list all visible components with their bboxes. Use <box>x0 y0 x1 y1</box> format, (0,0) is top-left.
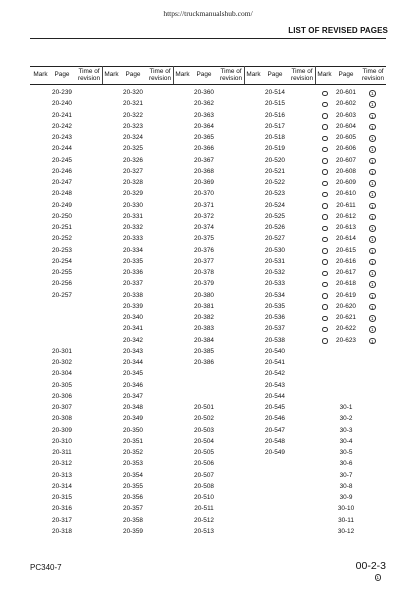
page-number: 20-360 <box>194 89 214 96</box>
page-number: 20-346 <box>123 381 143 389</box>
page-number: 20-323 <box>123 122 143 130</box>
page-number: 20-305 <box>52 381 72 389</box>
page-number: 20-525 <box>265 212 285 220</box>
page-number: 20-328 <box>123 179 143 186</box>
page-number: 20-369 <box>194 179 214 186</box>
column-group-divider <box>173 66 174 84</box>
page-number: 20-384 <box>194 336 214 344</box>
page-number: 20-603 <box>336 111 356 119</box>
page-number: 20-245 <box>52 156 72 164</box>
page-number: 20-324 <box>123 134 143 141</box>
page-number: 20-507 <box>194 471 214 479</box>
revision-number-badge: 1 <box>370 158 374 164</box>
page-number: 30-9 <box>339 494 353 501</box>
page-number: 20-309 <box>52 426 72 434</box>
revision-mark-icon <box>322 192 328 198</box>
page-number: 20-345 <box>123 370 143 378</box>
page-number: 20-518 <box>265 134 285 141</box>
revision-mark-icon <box>322 237 328 243</box>
page-number: 20-317 <box>52 516 72 524</box>
revision-number-badge: 1 <box>370 293 374 299</box>
column-header-page: Page <box>125 71 141 78</box>
revision-number-badge: 1 <box>370 124 374 130</box>
page-number: 20-339 <box>123 302 143 310</box>
page-number: 20-519 <box>265 145 285 153</box>
page-number: 20-350 <box>123 426 143 434</box>
page-number: 20-382 <box>194 314 214 321</box>
page-number: 20-610 <box>336 190 356 198</box>
page-number: 20-347 <box>123 392 143 400</box>
revision-mark-icon <box>322 282 328 288</box>
revision-mark-icon <box>322 327 328 333</box>
revision-number-badge: 1 <box>370 113 374 119</box>
page-number: 20-544 <box>265 392 285 400</box>
page-number: 20-252 <box>52 235 72 243</box>
revision-mark-icon <box>322 181 328 187</box>
page-number: 20-338 <box>123 291 143 299</box>
revision-mark-icon <box>322 226 328 232</box>
page-number: 20-255 <box>52 269 72 276</box>
page-number: 20-327 <box>123 167 143 175</box>
page-number: 20-547 <box>265 426 285 434</box>
page-number: 20-248 <box>52 190 72 198</box>
page-number: 20-332 <box>123 224 143 231</box>
page-number: 30-10 <box>337 505 355 513</box>
page-number: 20-543 <box>265 381 285 389</box>
revision-number-badge: 1 <box>370 181 374 186</box>
revision-number-badge: 1 <box>370 91 374 96</box>
page-number: 20-622 <box>336 325 356 333</box>
page-number: 20-371 <box>194 201 214 209</box>
page-number: 20-312 <box>52 460 72 468</box>
page-number: 20-618 <box>336 280 356 288</box>
page-number: 20-352 <box>123 449 143 456</box>
page-number: 20-251 <box>52 224 72 231</box>
revision-number-badge: 1 <box>370 102 374 108</box>
page-number: 20-606 <box>336 145 356 153</box>
page-number: 20-383 <box>194 325 214 333</box>
column-header-time-of-revision: Time of revision <box>148 68 172 82</box>
column-header-page: Page <box>338 71 354 78</box>
column-header-time-of-revision: Time of revision <box>219 68 243 82</box>
page-number: 20-609 <box>336 179 356 186</box>
page-number: 20-366 <box>194 145 214 153</box>
page-number: 20-325 <box>123 145 143 153</box>
revision-mark-icon <box>322 102 328 108</box>
section-title: LIST OF REVISED PAGES <box>288 26 388 35</box>
column-header-mark: Mark <box>175 71 190 78</box>
page-number: 20-542 <box>265 370 285 378</box>
page-number: 20-249 <box>52 201 72 209</box>
page-number: 20-377 <box>194 257 214 265</box>
page-number: 20-615 <box>336 246 356 254</box>
page-number: 20-330 <box>123 201 143 209</box>
page-number: 20-240 <box>52 100 72 108</box>
revision-number-badge: 1 <box>370 192 374 198</box>
revision-number-badge: 1 <box>370 271 374 276</box>
page-number: 20-501 <box>194 404 214 411</box>
page-number: 20-358 <box>123 516 143 524</box>
page-number: 20-602 <box>336 100 356 108</box>
page-number: 20-363 <box>194 111 214 119</box>
page-number: 20-614 <box>336 235 356 243</box>
page-number: 20-545 <box>265 404 285 411</box>
revision-mark-icon <box>322 259 328 265</box>
page-number: 30-2 <box>339 415 353 423</box>
revision-mark-icon <box>322 214 328 220</box>
column-group-divider <box>315 66 316 84</box>
page-number: 20-314 <box>52 482 72 490</box>
page-number: 20-320 <box>123 89 143 96</box>
column-header-mark: Mark <box>33 71 48 78</box>
page-number: 20-548 <box>265 437 285 445</box>
page-number: 20-340 <box>123 314 143 321</box>
page-number: 20-503 <box>194 426 214 434</box>
column-header-page: Page <box>196 71 212 78</box>
page-number: 20-612 <box>336 212 356 220</box>
page-number: 20-365 <box>194 134 214 141</box>
page-number: 20-621 <box>336 314 356 321</box>
page-number: 20-504 <box>194 437 214 445</box>
page-number: 20-537 <box>265 325 285 333</box>
page-number: 20-607 <box>336 156 356 164</box>
revision-number-badge: 1 <box>370 304 374 310</box>
column-header-mark: Mark <box>317 71 332 78</box>
page-number: 20-617 <box>336 269 356 276</box>
revision-number-badge: 1 <box>370 282 374 288</box>
revision-mark-icon <box>322 124 328 130</box>
revision-number-badge: 1 <box>370 237 374 243</box>
page-number: 20-533 <box>265 280 285 288</box>
page-number: 20-538 <box>265 336 285 344</box>
page-number: 20-353 <box>123 460 143 468</box>
page-number: 20-306 <box>52 392 72 400</box>
page-number: 20-546 <box>265 415 285 423</box>
page-number: 20-601 <box>336 89 356 96</box>
page-number: 20-334 <box>123 246 143 254</box>
page-number: 20-510 <box>194 494 214 501</box>
page-number: 20-356 <box>123 494 143 501</box>
page-number: 20-244 <box>52 145 72 153</box>
page-number: 20-522 <box>265 179 285 186</box>
revision-number-badge: 1 <box>370 226 374 231</box>
page-number: 20-523 <box>265 190 285 198</box>
footer-model: PC340-7 <box>30 563 62 572</box>
page-number: 20-362 <box>194 100 214 108</box>
page-number: 20-308 <box>52 415 72 423</box>
column-group-divider <box>244 66 245 84</box>
page-number: 30-4 <box>339 437 353 445</box>
revision-mark-icon <box>322 316 328 322</box>
revision-mark-icon <box>322 158 328 164</box>
revision-number-badge: 1 <box>370 248 374 254</box>
page-number: 20-376 <box>194 246 214 254</box>
revision-mark-icon <box>322 91 328 97</box>
page-number: 20-239 <box>52 89 72 96</box>
page-number: 20-532 <box>265 269 285 276</box>
revision-mark-icon <box>322 248 328 254</box>
page-number: 20-307 <box>52 404 72 411</box>
page-number: 20-386 <box>194 359 214 366</box>
title-rule <box>30 38 386 39</box>
revision-mark-icon <box>322 113 328 119</box>
revision-number-badge: 1 <box>370 169 374 175</box>
page-number: 20-301 <box>52 347 72 355</box>
revision-mark-icon <box>322 147 328 153</box>
page-number: 20-517 <box>265 122 285 130</box>
revision-number-badge: 1 <box>370 203 374 209</box>
page-number: 20-370 <box>194 190 214 198</box>
page-number: 20-380 <box>194 291 214 299</box>
column-header-page: Page <box>267 71 283 78</box>
column-header-mark: Mark <box>104 71 119 78</box>
page-number: 20-359 <box>123 527 143 535</box>
page-number: 30-7 <box>339 471 353 479</box>
page-number: 20-535 <box>265 302 285 310</box>
page-number: 20-623 <box>336 336 356 344</box>
page-number: 20-321 <box>123 100 143 108</box>
page-number: 20-613 <box>336 224 356 231</box>
page-number: 20-316 <box>52 505 72 513</box>
page-number: 20-527 <box>265 235 285 243</box>
page-number: 20-257 <box>52 291 72 299</box>
page-number: 20-512 <box>194 516 214 524</box>
page-number: 30-6 <box>339 460 353 468</box>
revision-mark-icon <box>322 203 328 209</box>
page-number: 20-502 <box>194 415 214 423</box>
page-number: 30-1 <box>339 404 353 411</box>
page-number: 20-505 <box>194 449 214 456</box>
revision-number-badge: 1 <box>370 327 374 333</box>
column-header-time-of-revision: Time of revision <box>77 68 101 82</box>
page-number: 20-506 <box>194 460 214 468</box>
table-top-rule <box>30 66 386 67</box>
column-header-time-of-revision: Time of revision <box>290 68 314 82</box>
page-number: 20-342 <box>123 336 143 344</box>
revision-mark-icon <box>322 304 328 310</box>
page-number: 20-351 <box>123 437 143 445</box>
page-number: 20-521 <box>265 167 285 175</box>
page-number: 20-336 <box>123 269 143 276</box>
page-number: 20-310 <box>52 437 72 445</box>
page-number: 20-508 <box>194 482 214 490</box>
page-number: 20-329 <box>123 190 143 198</box>
page-number: 30-12 <box>337 527 355 535</box>
page-number: 20-534 <box>265 291 285 299</box>
page-number: 20-247 <box>52 179 72 186</box>
page-number: 20-344 <box>123 359 143 366</box>
page-number: 20-318 <box>52 527 72 535</box>
page-number: 30-11 <box>338 516 354 524</box>
table-header-rule <box>30 84 386 85</box>
page-number: 20-333 <box>123 235 143 243</box>
page-number: 30-8 <box>339 482 353 490</box>
page-number: 20-549 <box>265 449 285 456</box>
page-number: 20-326 <box>123 156 143 164</box>
page-number: 20-513 <box>194 527 214 535</box>
page-number: 20-364 <box>194 122 214 130</box>
page-number: 20-349 <box>123 415 143 423</box>
page-number: 20-348 <box>123 404 143 411</box>
revision-mark-icon <box>322 169 328 175</box>
page-number: 20-379 <box>194 280 214 288</box>
page-number: 20-253 <box>52 246 72 254</box>
page-number: 20-302 <box>52 359 72 366</box>
page-number: 30-5 <box>339 449 353 456</box>
page-number: 20-246 <box>52 167 72 175</box>
page-number: 20-254 <box>52 257 72 265</box>
page-number: 20-526 <box>265 224 285 231</box>
page-number: 20-372 <box>194 212 214 220</box>
page-number: 20-241 <box>52 111 72 119</box>
page-number: 20-620 <box>336 302 356 310</box>
page-number: 20-368 <box>194 167 214 175</box>
page-number: 20-605 <box>336 134 356 141</box>
page-number: 20-355 <box>123 482 143 490</box>
revision-mark-icon <box>322 338 328 344</box>
page-number: 20-530 <box>265 246 285 254</box>
source-url[interactable]: https://truckmanualshub.com/ <box>163 9 253 18</box>
page-number: 20-322 <box>123 111 143 119</box>
page-number: 20-311 <box>52 449 72 456</box>
page-number: 20-536 <box>265 314 285 321</box>
page-number: 20-341 <box>123 325 143 333</box>
column-header-time-of-revision: Time of revision <box>361 68 385 82</box>
page-number: 20-531 <box>265 257 285 265</box>
page-number: 20-315 <box>52 494 72 501</box>
revision-number-badge: 1 <box>370 316 374 321</box>
column-header-mark: Mark <box>246 71 261 78</box>
page-number: 20-378 <box>194 269 214 276</box>
page-number: 20-616 <box>336 257 356 265</box>
page-number: 20-520 <box>265 156 285 164</box>
page-number: 20-511 <box>194 505 214 513</box>
page-number: 20-354 <box>123 471 143 479</box>
page-number: 20-357 <box>123 505 143 513</box>
revision-number-badge: 1 <box>370 147 374 153</box>
page-number: 20-304 <box>52 370 72 378</box>
page-number: 20-385 <box>194 347 214 355</box>
revision-mark-icon <box>322 136 328 142</box>
page-number: 30-3 <box>339 426 353 434</box>
footer-page-number: 00-2-3 <box>355 560 386 572</box>
page-number: 20-611 <box>336 201 356 209</box>
page-number: 20-608 <box>336 167 356 175</box>
page-number: 20-256 <box>52 280 72 288</box>
page-number: 20-374 <box>194 224 214 231</box>
revision-number-badge: 1 <box>370 214 374 220</box>
page-number: 20-604 <box>336 122 356 130</box>
page-number: 20-250 <box>52 212 72 220</box>
page-number: 20-514 <box>265 89 285 96</box>
page-number: 20-619 <box>336 291 356 299</box>
page-number: 20-343 <box>123 347 143 355</box>
footer-revision-badge: 1 <box>376 575 380 580</box>
page-number: 20-541 <box>265 359 285 366</box>
page-number: 20-243 <box>52 134 72 141</box>
revision-mark-icon <box>322 293 328 299</box>
revision-number-badge: 1 <box>370 259 374 265</box>
page-number: 20-313 <box>52 471 72 479</box>
column-header-page: Page <box>54 71 70 78</box>
revision-number-badge: 1 <box>370 338 374 344</box>
page-number: 20-337 <box>123 280 143 288</box>
page-number: 20-381 <box>194 302 214 310</box>
page-number: 20-515 <box>265 100 285 108</box>
column-group-divider <box>102 66 103 84</box>
page-number: 20-242 <box>52 122 72 130</box>
page-number: 20-540 <box>265 347 285 355</box>
page-number: 20-524 <box>265 201 285 209</box>
page-number: 20-367 <box>194 156 214 164</box>
page-number: 20-331 <box>123 212 143 220</box>
revision-mark-icon <box>322 271 328 277</box>
page-number: 20-516 <box>265 111 285 119</box>
page-number: 20-375 <box>194 235 214 243</box>
revision-number-badge: 1 <box>370 136 374 141</box>
page-number: 20-335 <box>123 257 143 265</box>
